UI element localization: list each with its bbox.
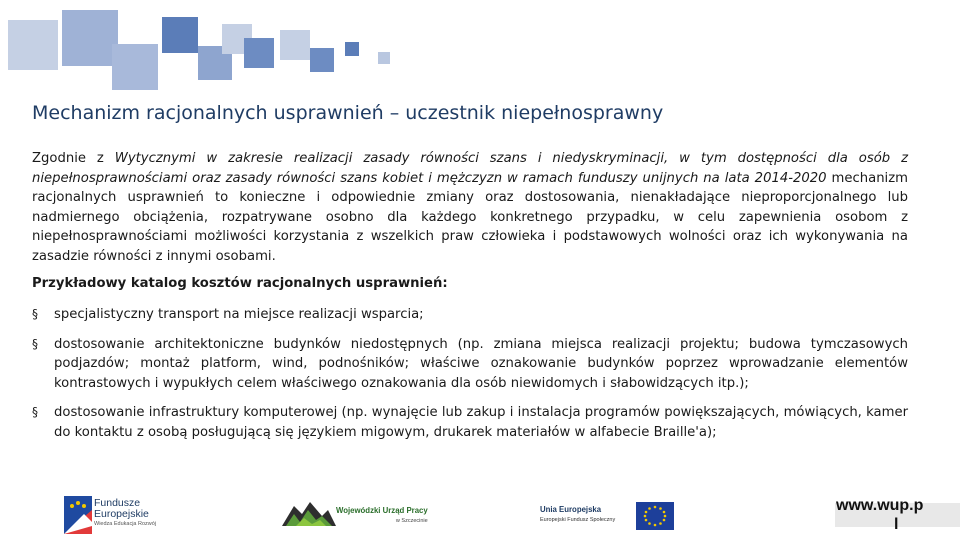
intro-paragraph (32, 149, 908, 267)
fundusze-europejskie-logo (64, 494, 164, 536)
deco-square (345, 42, 359, 56)
eu-flag-icon (636, 502, 674, 530)
deco-square (280, 30, 310, 60)
wup-line2: w Szczecinie (395, 518, 428, 524)
ue-line2: Europejski Fundusz Społeczny (540, 517, 616, 523)
deco-square (378, 52, 390, 64)
ue-line1: Unia Europejska (540, 505, 602, 514)
unia-europejska-logo (536, 502, 676, 532)
cost-list (32, 305, 908, 453)
fe-flag-icon (64, 496, 92, 534)
list-item (32, 305, 908, 325)
bullet-marker-icon: § (32, 307, 38, 321)
deco-square (112, 44, 158, 90)
wup-logo (282, 498, 442, 534)
wup-line1: Wojewódzki Urząd Pracy (336, 506, 428, 515)
wup-mountains-icon (282, 500, 336, 526)
intro-start: Zgodnie z (32, 151, 115, 166)
intro-rest: mechanizm racjonalnych usprawnień to konieczne i odpowiednie zmiany oraz dostosowania, nienakładające nieproporcjonalnego lub nadmiernego obciążenia, rozpatrywane osobno dla każdego konkretnego przypadku, w celu zapewnienia osobom z niepełnosprawnościami możliwości korzystania z wszelkich praw człowieka i podstawowych wolności oraz ich wykonywania na zasadzie równości z innymi osobami. (32, 170, 908, 264)
catalog-heading: Przykładowy katalog kosztów racjonalnych usprawnień: (32, 276, 448, 291)
deco-square (162, 17, 198, 53)
bullet-marker-icon: § (32, 336, 38, 351)
list-item-text: dostosowanie infrastruktury komputerowej (np. wynajęcie lub zakup i instalacja programów powiększających, mówiących, kamer do kontaktu z osobą posługującą się językiem migowym, drukarek materiałów w alfabecie Braille'a); (54, 405, 908, 440)
list-item-text: specjalistyczny transport na miejsce realizacji wsparcia; (54, 307, 424, 322)
fe-line1: Fundusze (94, 497, 141, 509)
slide-title: Mechanizm racjonalnych usprawnień – uczestnik niepełnosprawny (32, 102, 664, 124)
bullet-marker-icon: § (32, 405, 38, 420)
footer-logos (0, 490, 960, 540)
fe-line2: Europejskie (94, 508, 149, 520)
list-item (32, 335, 908, 394)
deco-square (244, 38, 274, 68)
list-item-text: dostosowanie architektoniczne budynków niedostępnych (np. zmiana miejsca realizacji projektu; budowa tymczasowych podjazdów; montaż platform, wind, podnośników; właściwe oznakowanie budynków poprzez wprowadzanie elementów kontrastowych i wypukłych celem właściwego oznakowania dla osób niewidomych i słabowidzących itp.); (54, 336, 908, 391)
website-url[interactable]: www.wup.p (836, 497, 924, 514)
list-item (32, 403, 908, 442)
guidelines-title: Wytycznymi w zakresie realizacji zasady równości szans i niedyskryminacji, w tym dostępności dla osób z niepełnosprawnościami oraz zasady równości szans kobiet i mężczyzn w ramach funduszy unijnych na lata 2014-2020 (32, 151, 908, 186)
deco-square (62, 10, 118, 66)
deco-square (310, 48, 334, 72)
website-url-continuation[interactable]: l (894, 516, 899, 533)
fe-line3: Wiedza Edukacja Rozwój (94, 521, 157, 527)
deco-square (8, 20, 58, 70)
